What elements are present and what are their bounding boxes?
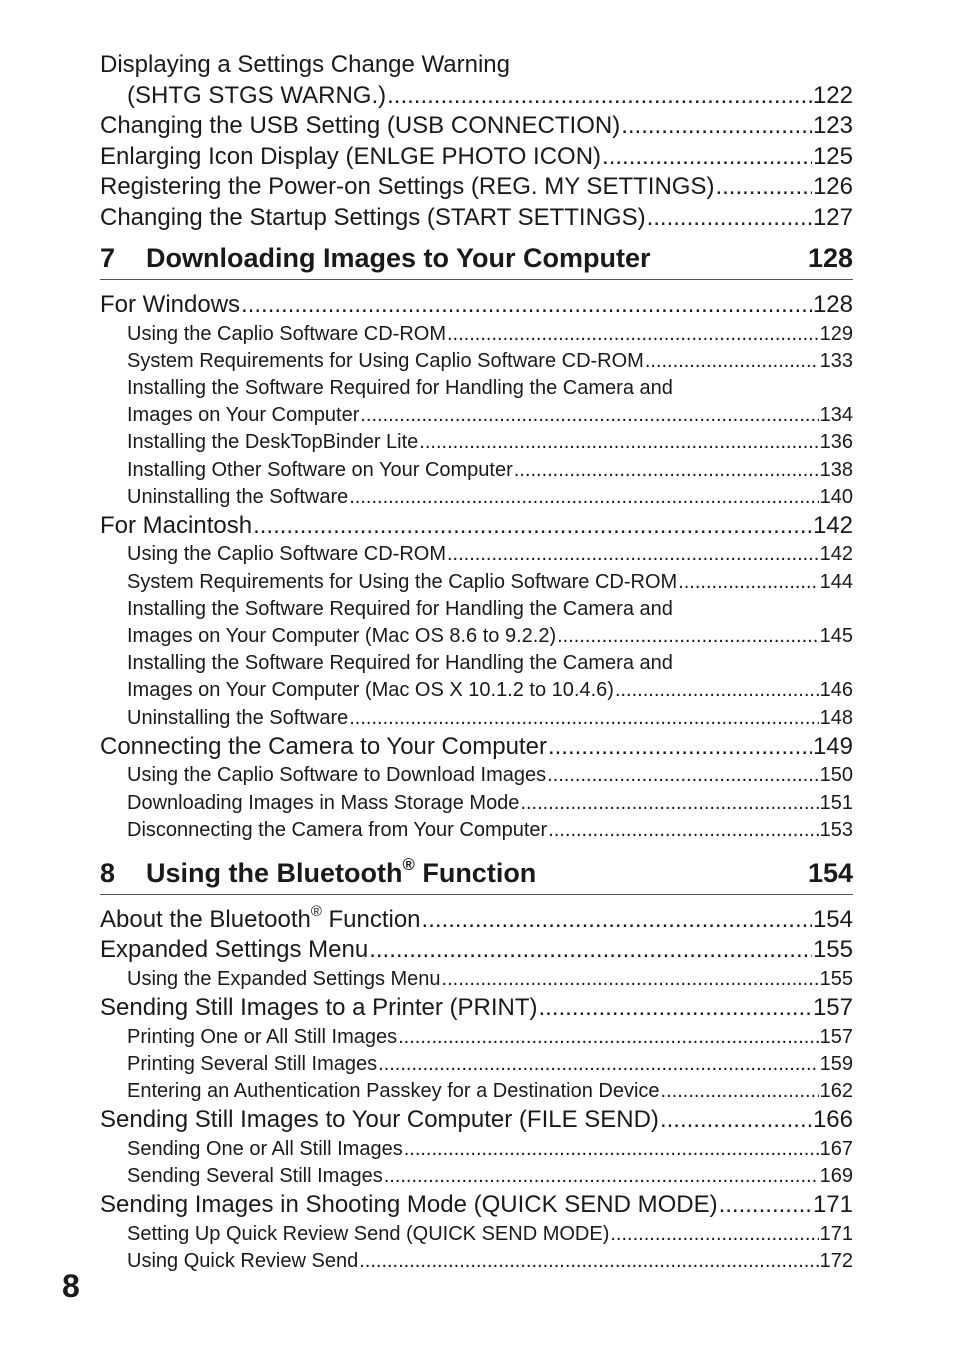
toc-entry-title: Changing the USB Setting (USB CONNECTION) <box>100 112 621 139</box>
toc-subentry[interactable] <box>100 457 853 484</box>
toc-subentry-title: Images on Your Computer (Mac OS X 10.1.2 to 10.4.6) <box>127 679 614 702</box>
leader-dots <box>404 1136 819 1163</box>
leader-dots <box>719 1190 812 1221</box>
toc-entry-title-line: Displaying a Settings Change Warning <box>100 51 511 78</box>
toc-page-number: 126 <box>812 173 853 200</box>
leader-dots <box>602 142 812 173</box>
chapter-number: 7 <box>100 243 116 273</box>
toc-page-number: 167 <box>819 1137 853 1160</box>
leader-dots <box>660 1105 812 1136</box>
toc-subentry[interactable] <box>100 1163 853 1190</box>
toc-subentry[interactable] <box>100 1024 853 1051</box>
leader-dots <box>447 321 819 348</box>
toc-page-number: 128 <box>812 291 853 318</box>
leader-dots <box>442 966 819 993</box>
toc-subentry[interactable] <box>100 484 853 511</box>
toc-page-number: 125 <box>812 142 853 170</box>
toc-entry[interactable] <box>100 172 853 203</box>
toc-entry[interactable] <box>100 81 853 112</box>
toc-subentry-title-line: Installing the Software Required for Handling the Camera and <box>127 597 673 620</box>
toc-subentry-title: Images on Your Computer (Mac OS 8.6 to 9.2.2) <box>127 625 557 648</box>
toc-subentry-title: Sending One or All Still Images <box>127 1137 403 1160</box>
toc-page-number: 127 <box>812 203 853 231</box>
toc-page-number: 144 <box>819 570 853 593</box>
leader-dots <box>647 203 812 234</box>
toc-entry-title-text: Function <box>321 905 421 933</box>
toc-page-number: 142 <box>812 511 853 539</box>
toc-page-number: 145 <box>819 625 853 648</box>
toc-page-number: 148 <box>819 706 853 729</box>
leader-dots <box>539 993 812 1024</box>
toc-entry[interactable] <box>100 203 853 234</box>
toc-page-number: 140 <box>819 485 853 508</box>
toc-subentry[interactable] <box>100 321 853 348</box>
toc-subentry-title-line: Installing the Software Required for Handling the Camera and <box>127 652 673 675</box>
chapter-page-number: 128 <box>807 243 853 273</box>
toc-subentry-title: Disconnecting the Camera from Your Computer <box>127 818 548 841</box>
leader-dots <box>378 1051 819 1078</box>
toc-entry-title: Enlarging Icon Display (ENLGE PHOTO ICON) <box>100 142 602 170</box>
chapter-title-text: Downloading Images to Your Computer <box>146 243 651 273</box>
toc-subentry[interactable] <box>100 1248 853 1275</box>
toc-page-number: 166 <box>812 1106 853 1134</box>
toc-subentry[interactable] <box>100 762 853 789</box>
toc-entry-title: Expanded Settings Menu <box>100 936 369 964</box>
toc-entry[interactable] <box>100 935 853 966</box>
toc-page-number: 150 <box>819 764 853 787</box>
toc-page-number: 171 <box>812 1191 853 1219</box>
toc-page-number: 149 <box>812 732 853 760</box>
toc-page-number: 138 <box>819 458 853 481</box>
toc-page-number: 155 <box>819 967 853 990</box>
toc-subentry[interactable] <box>100 677 853 704</box>
leader-dots <box>678 569 818 596</box>
toc-subentry-title: Using the Expanded Settings Menu <box>127 967 441 990</box>
toc-page-number: 162 <box>819 1080 853 1103</box>
toc-entry-title <box>100 905 421 936</box>
toc-entry[interactable] <box>100 111 853 142</box>
toc-subentry[interactable] <box>100 541 853 568</box>
chapter-title-text: Using the Bluetooth <box>146 857 403 888</box>
toc-subentry-title: Installing the DeskTopBinder Lite <box>127 431 419 454</box>
leader-dots <box>349 705 818 732</box>
toc-page-number: 153 <box>819 818 853 841</box>
registered-mark: ® <box>310 904 322 921</box>
leader-dots <box>387 81 812 112</box>
toc-entry-title: Sending Still Images to Your Computer (FILE SEND) <box>100 1106 659 1134</box>
toc-subentry-title: Using the Caplio Software to Download Images <box>127 764 547 787</box>
toc-page-number: 169 <box>819 1164 853 1187</box>
toc-page-number: 172 <box>819 1249 853 1272</box>
page-number: 8 <box>62 1268 80 1304</box>
leader-dots <box>419 429 818 456</box>
toc-entry-title-text: About the Bluetooth <box>100 905 311 933</box>
chapter-heading-7[interactable] <box>100 241 853 280</box>
leader-dots <box>645 348 819 375</box>
leader-dots <box>384 1163 819 1190</box>
toc-subentry-title: System Requirements for Using Caplio Software CD-ROM <box>127 349 644 372</box>
toc-subentry[interactable] <box>100 429 853 456</box>
toc-subentry[interactable] <box>100 348 853 375</box>
toc-page-number: 136 <box>819 431 853 454</box>
toc-subentry-title: Using the Caplio Software CD-ROM <box>127 322 446 345</box>
leader-dots <box>520 790 818 817</box>
toc-page-number: 142 <box>819 543 853 566</box>
toc-subentry-title: Printing One or All Still Images <box>127 1025 398 1048</box>
toc-subentry-title: Uninstalling the Software <box>127 706 349 729</box>
toc-page-number: 157 <box>819 1025 853 1048</box>
toc-entry-title: Sending Images in Shooting Mode (QUICK SEND MODE) <box>100 1191 718 1219</box>
leader-dots <box>557 623 819 650</box>
toc-subentry[interactable] <box>100 790 853 817</box>
toc-page-number: 155 <box>812 936 853 964</box>
toc-subentry-title: Installing Other Software on Your Computer <box>127 458 513 481</box>
toc-entry-title: For Macintosh <box>100 511 253 539</box>
toc-page-number: 154 <box>812 905 853 933</box>
toc-subentry[interactable] <box>100 1221 853 1248</box>
chapter-title-text: Function <box>414 857 537 888</box>
toc-entry-title: Connecting the Camera to Your Computer <box>100 732 547 760</box>
table-of-contents <box>100 50 853 1275</box>
toc-page-number: 151 <box>819 791 853 814</box>
toc-entry-title: For Windows <box>100 291 241 318</box>
toc-subentry-title: Entering an Authentication Passkey for a Destination Device <box>127 1080 660 1103</box>
toc-subentry-title: Setting Up Quick Review Send (QUICK SEND MODE) <box>127 1222 610 1245</box>
registered-mark: ® <box>402 855 415 875</box>
leader-dots <box>715 172 812 203</box>
chapter-number: 8 <box>100 857 116 888</box>
leader-dots <box>514 457 819 484</box>
leader-dots <box>615 677 819 704</box>
leader-dots <box>241 290 812 321</box>
leader-dots <box>447 541 819 568</box>
toc-subentry[interactable] <box>100 966 853 993</box>
toc-page-number: 133 <box>819 349 853 372</box>
toc-page-number: 123 <box>812 112 853 139</box>
leader-dots <box>349 484 818 511</box>
leader-dots <box>548 732 812 763</box>
toc-subentry[interactable] <box>100 569 853 596</box>
toc-subentry-title-line: Installing the Software Required for Handling the Camera and <box>127 376 673 399</box>
leader-dots <box>360 402 818 429</box>
toc-entry[interactable] <box>100 290 853 321</box>
chapter-title <box>100 856 536 890</box>
toc-subentry[interactable] <box>100 705 853 732</box>
toc-page-number: 134 <box>819 404 853 427</box>
toc-subentry-title: Uninstalling the Software <box>127 485 349 508</box>
leader-dots <box>253 511 812 542</box>
toc-subentry-title: Downloading Images in Mass Storage Mode <box>127 791 520 814</box>
toc-subentry-title: Printing Several Still Images <box>127 1052 378 1075</box>
toc-entry-title: (SHTG STGS WARNG.) <box>127 81 387 109</box>
toc-entry[interactable] <box>100 1105 853 1136</box>
leader-dots <box>359 1248 818 1275</box>
toc-entry[interactable] <box>100 993 853 1024</box>
toc-page-number: 171 <box>819 1222 853 1245</box>
chapter-heading-8[interactable] <box>100 856 853 895</box>
chapter-page-number: 154 <box>807 857 853 888</box>
leader-dots <box>547 762 819 789</box>
toc-page-number: 122 <box>812 81 853 109</box>
toc-subentry-title: System Requirements for Using the Caplio Software CD-ROM <box>127 570 678 593</box>
toc-subentry-title: Sending Several Still Images <box>127 1164 383 1187</box>
leader-dots <box>422 905 812 936</box>
toc-entry[interactable] <box>100 905 853 936</box>
leader-dots <box>548 817 818 844</box>
toc-subentry-title: Using Quick Review Send <box>127 1249 359 1272</box>
toc-subentry[interactable] <box>100 1136 853 1163</box>
toc-subentry[interactable] <box>100 623 853 650</box>
toc-entry-title: Changing the Startup Settings (START SETTINGS) <box>100 203 646 231</box>
toc-entry[interactable] <box>100 142 853 173</box>
toc-subentry[interactable] <box>100 1051 853 1078</box>
leader-dots <box>369 935 812 966</box>
toc-page-number: 129 <box>819 322 853 345</box>
toc-entry-title: Sending Still Images to a Printer (PRINT) <box>100 994 538 1022</box>
toc-entry-title: Registering the Power-on Settings (REG. MY SETTINGS) <box>100 173 715 200</box>
leader-dots <box>621 111 812 142</box>
chapter-title <box>100 241 651 275</box>
toc-subentry-title: Images on Your Computer <box>127 404 360 427</box>
toc-page-number: 159 <box>819 1052 853 1075</box>
toc-page-number: 157 <box>812 994 853 1022</box>
leader-dots <box>610 1221 818 1248</box>
toc-entry[interactable] <box>100 1190 853 1221</box>
toc-subentry[interactable] <box>100 402 853 429</box>
leader-dots <box>398 1024 819 1051</box>
toc-subentry[interactable] <box>100 1078 853 1105</box>
toc-page-number: 146 <box>819 679 853 702</box>
toc-entry[interactable] <box>100 511 853 542</box>
toc-subentry-title: Using the Caplio Software CD-ROM <box>127 543 446 566</box>
leader-dots <box>661 1078 819 1105</box>
toc-entry[interactable] <box>100 732 853 763</box>
toc-subentry[interactable] <box>100 817 853 844</box>
